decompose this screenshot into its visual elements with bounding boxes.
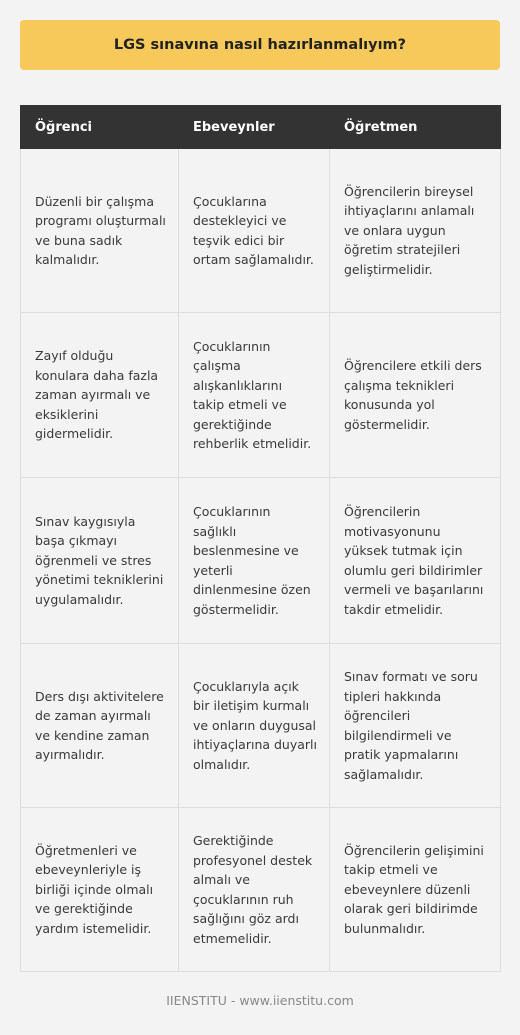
table-header-row: [21, 106, 501, 149]
table-cell: Düzenli bir çalışma programı oluşturmalı ve buna sadık kalmalıdır.: [21, 149, 179, 313]
table-row: [21, 149, 501, 313]
table-cell: Öğrencilere etkili ders çalışma teknikleri konusunda yol göstermelidir.: [330, 313, 501, 478]
table-cell: Zayıf olduğu konulara daha fazla zaman ayırmalı ve eksiklerini gidermelidir.: [21, 313, 179, 478]
table-cell: Öğrencilerin motivasyonunu yüksek tutmak için olumlu geri bildirimler vermeli ve başarılarını takdir etmelidir.: [330, 478, 501, 644]
page-title: LGS sınavına nasıl hazırlanmalıyım?: [113, 37, 407, 53]
table-cell: Çocuklarına destekleyici ve teşvik edici bir ortam sağlamalıdır.: [179, 149, 330, 313]
column-header-ebeveynler: Ebeveynler: [179, 106, 330, 149]
table-row: [21, 808, 501, 972]
table-cell: Öğrencilerin gelişimini takip etmeli ve ebeveynlere düzenli olarak geri bildirimde bulunmalıdır.: [330, 808, 501, 972]
table-cell: Gerektiğinde profesyonel destek almalı ve çocuklarının ruh sağlığını göz ardı etmemelidir.: [179, 808, 330, 972]
table-cell: Sınav formatı ve soru tipleri hakkında öğrencileri bilgilendirmeli ve pratik yapmalarını sağlamalıdır.: [330, 644, 501, 808]
table-cell: Çocuklarının sağlıklı beslenmesine ve yeterli dinlenmesine özen göstermelidir.: [179, 478, 330, 644]
table-row: [21, 478, 501, 644]
column-header-ogrenci: Öğrenci: [21, 106, 179, 149]
table-row: [21, 313, 501, 478]
title-banner: [20, 20, 500, 70]
table-cell: Çocuklarıyla açık bir iletişim kurmalı ve onların duygusal ihtiyaçlarına duyarlı olmalıdır.: [179, 644, 330, 808]
table-cell: Öğretmenleri ve ebeveynleriyle iş birliği içinde olmalı ve gerektiğinde yardım istemelidir.: [21, 808, 179, 972]
table-cell: Ders dışı aktivitelere de zaman ayırmalı ve kendine zaman ayırmalıdır.: [21, 644, 179, 808]
table-row: [21, 644, 501, 808]
column-header-ogretmen: Öğretmen: [330, 106, 501, 149]
table-cell: Çocuklarının çalışma alışkanlıklarını takip etmeli ve gerektiğinde rehberlik etmelidir.: [179, 313, 330, 478]
table-cell: Sınav kaygısıyla başa çıkmayı öğrenmeli ve stres yönetimi tekniklerini uygulamalıdır.: [21, 478, 179, 644]
guidance-table: [20, 105, 501, 972]
footer-credit: IIENSTITU - www.iienstitu.com: [166, 993, 354, 1008]
table-cell: Öğrencilerin bireysel ihtiyaçlarını anlamalı ve onlara uygun öğretim stratejileri geliştirmelidir.: [330, 149, 501, 313]
